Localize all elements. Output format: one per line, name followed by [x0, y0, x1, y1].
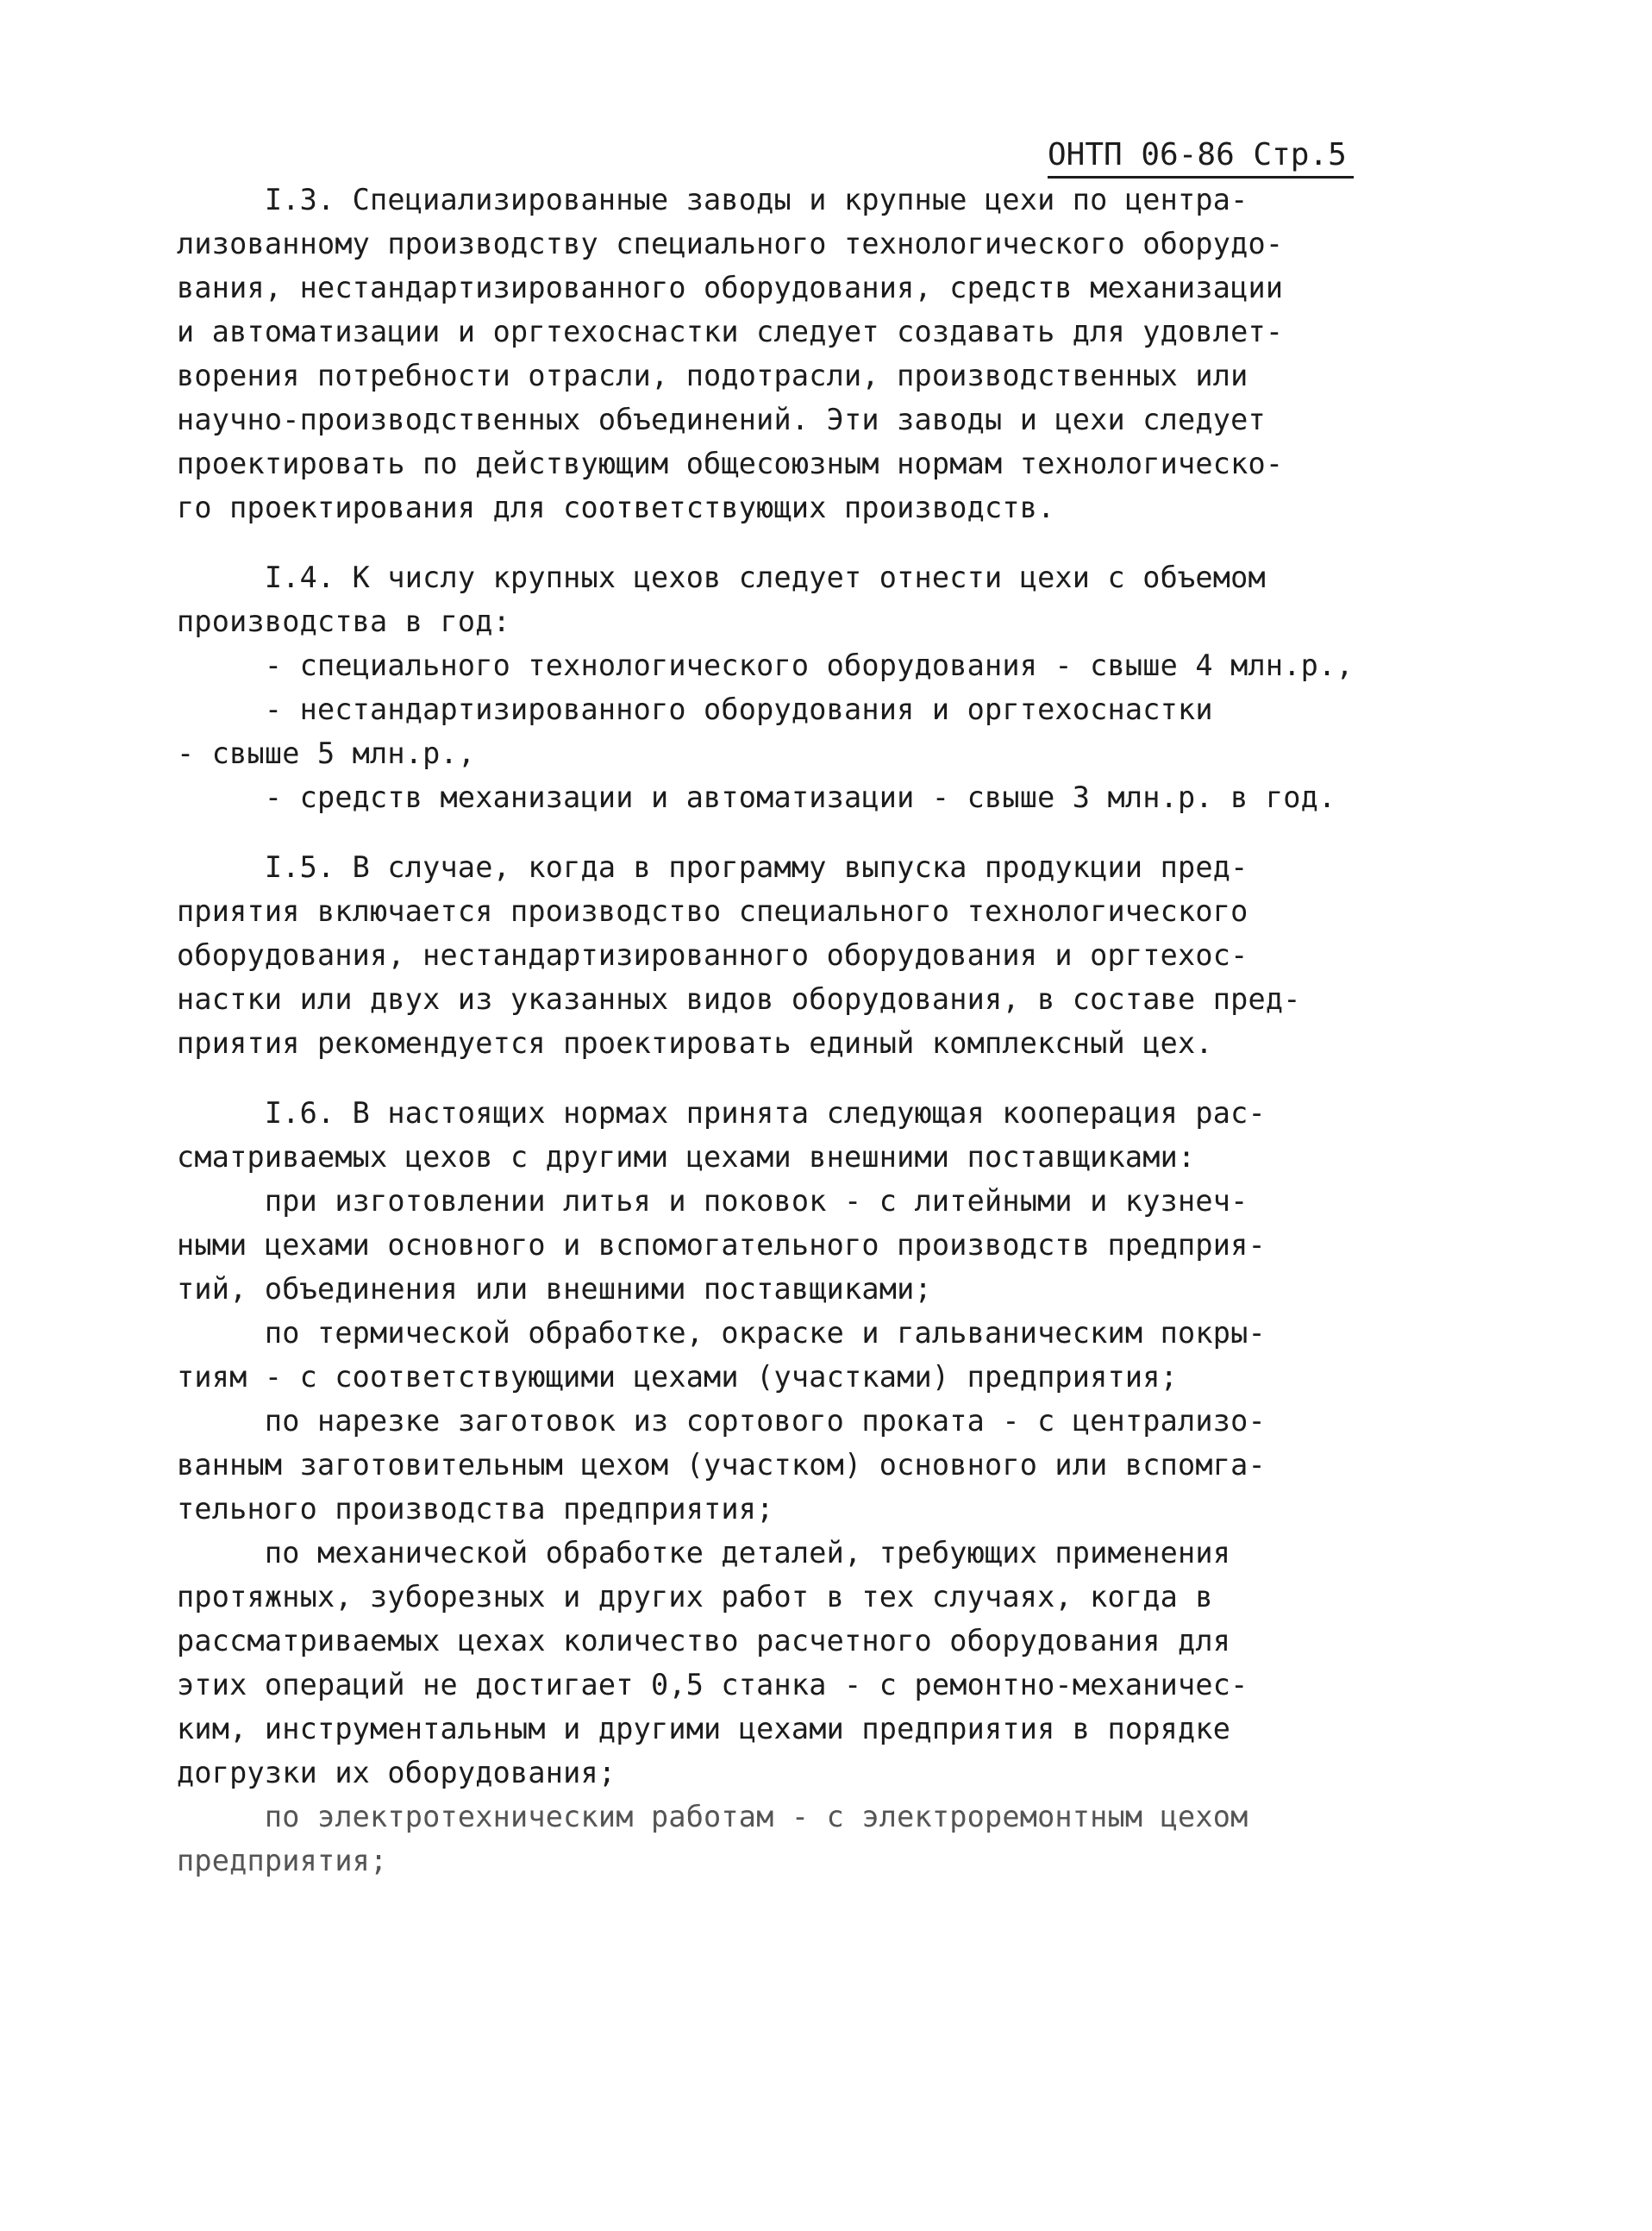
text-line: по нарезке заготовок из сортового проката - с централизо- — [177, 1404, 1266, 1438]
list-item: - специального технологического оборудования - свыше 4 млн.р., — [177, 649, 1354, 682]
text-line: приятия включается производство специального технологического — [177, 894, 1248, 928]
body-text — [177, 178, 1367, 1883]
text-line: догрузки их оборудования; — [177, 1756, 616, 1789]
text-line: вания, нестандартизированного оборудования, средств механизации — [177, 271, 1284, 304]
paragraph-1-6 — [177, 1091, 1367, 1883]
text-line: I.4. К числу крупных цехов следует отнести цехи с объемом — [177, 561, 1266, 594]
paragraph-1-5 — [177, 845, 1367, 1065]
paragraph-1-3 — [177, 178, 1367, 530]
text-line: предприятия; — [177, 1844, 388, 1877]
text-line: производства в год: — [177, 605, 511, 638]
page-header: ОНТП 06-86 Стр.5 — [1048, 136, 1354, 179]
text-line: ными цехами основного и вспомогательного производств предприя- — [177, 1228, 1266, 1262]
text-line: I.5. В случае, когда в программу выпуска продукции пред- — [177, 850, 1248, 884]
list-item: - нестандартизированного оборудования и оргтехоснастки — [177, 692, 1213, 726]
text-line: I.3. Специализированные заводы и крупные цехи по центра- — [177, 183, 1248, 216]
text-line: протяжных, зуборезных и других работ в тех случаях, когда в — [177, 1580, 1213, 1614]
text-line: и автоматизации и оргтехоснастки следует создавать для удовлет- — [177, 315, 1284, 348]
list-item: - средств механизации и автоматизации - свыше 3 млн.р. в год. — [177, 780, 1336, 814]
text-line: сматриваемых цехов с другими цехами внешними поставщиками: — [177, 1140, 1196, 1174]
text-line: проектировать по действующим общесоюзным нормам технологическо- — [177, 447, 1284, 480]
text-line: лизованному производству специального технологического оборудо- — [177, 227, 1284, 260]
paragraph-1-4 — [177, 555, 1367, 819]
text-line: при изготовлении литья и поковок - с литейными и кузнеч- — [177, 1184, 1248, 1218]
text-line: ворения потребности отрасли, подотрасли, производственных или — [177, 359, 1248, 392]
text-line: рассматриваемых цехах количество расчетного оборудования для — [177, 1624, 1231, 1658]
text-line: по термической обработке, окраске и гальваническим покры- — [177, 1316, 1266, 1350]
text-line: по механической обработке деталей, требующих применения — [177, 1536, 1231, 1570]
text-line: по электротехническим работам - с электроремонтным цехом — [177, 1800, 1248, 1833]
text-line: тиям - с соответствующими цехами (участками) предприятия; — [177, 1360, 1179, 1394]
text-line: I.6. В настоящих нормах принята следующая кооперация рас- — [177, 1096, 1266, 1130]
text-line: го проектирования для соответствующих производств. — [177, 491, 1055, 524]
text-line: ким, инструментальным и другими цехами предприятия в порядке — [177, 1712, 1231, 1745]
text-line: тельного производства предприятия; — [177, 1492, 774, 1526]
text-line: этих операций не достигает 0,5 станка - с ремонтно-механичес- — [177, 1668, 1248, 1701]
text-line: приятия рекомендуется проектировать единый комплексный цех. — [177, 1026, 1213, 1060]
text-line: настки или двух из указанных видов оборудования, в составе пред- — [177, 982, 1301, 1016]
text-line: оборудования, нестандартизированного оборудования и оргтехос- — [177, 938, 1248, 972]
text-line: ванным заготовительным цехом (участком) основного или вспомга- — [177, 1448, 1266, 1482]
text-line: тий, объединения или внешними поставщиками; — [177, 1272, 932, 1306]
text-line: научно-производственных объединений. Эти заводы и цехи следует — [177, 403, 1266, 436]
text-line: - свыше 5 млн.р., — [177, 736, 476, 770]
